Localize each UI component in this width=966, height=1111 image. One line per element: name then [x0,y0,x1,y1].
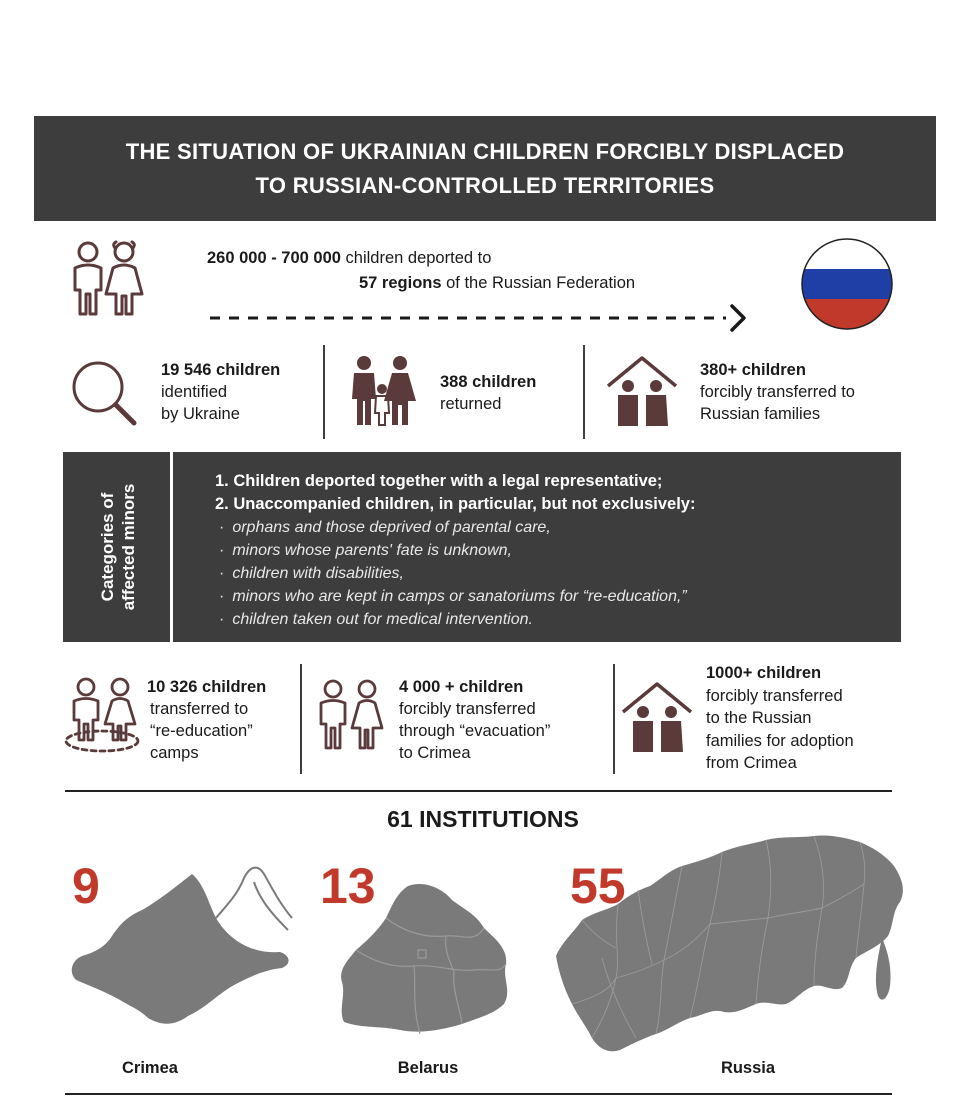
family-icon [348,355,420,427]
deported-count: 260 000 - 700 000 [207,249,341,267]
russian-families-count: 380+ children [700,361,806,379]
adoption-line-5: from Crimea [706,754,797,772]
crimea-label: Crimea [122,1059,178,1077]
magnifier-icon [68,357,140,429]
categories-heading-line-2: affected minors [119,483,138,611]
crimea-map-icon [66,860,302,1032]
adoption-line-4: families for adoption [706,731,854,750]
evacuation-line-4: to Crimea [399,744,471,762]
deported-count-suffix: children deported to [340,249,492,267]
category-main-item: 2. Unaccompanied children, in particular, but not exclusively: [215,495,696,513]
belarus-label: Belarus [397,1059,459,1077]
russia-label: Russia [720,1059,776,1077]
house-family-icon [604,352,680,428]
belarus-map-icon [334,878,520,1038]
returned-count: 388 children [440,373,537,391]
divider [583,345,585,439]
russian-families-stat [700,359,855,425]
russia-map-icon [552,828,912,1060]
categories-heading [97,484,139,611]
regions-count: 57 regions [359,274,442,292]
divider [300,664,302,774]
camps-line-4: camps [150,744,199,762]
identified-stat [161,359,280,425]
category-sub-item: · minors who are kept in camps or sanatoriums for “re-education,” [219,588,687,605]
category-sub-item: · children with disabilities, [219,565,404,582]
evacuation-count: 4 000 + children [399,678,524,696]
category-sub-item: · minors whose parents' fate is unknown, [219,542,512,559]
returned-stat [440,371,536,415]
category-sub-item: · children taken out for medical intervention. [219,611,533,628]
divider [323,345,325,439]
bottom-divider [65,1093,892,1095]
regions-text [359,274,635,293]
dashed-arrow-icon [208,302,753,334]
divider [613,664,615,774]
russian-families-line-2: forcibly transferred to [700,383,855,401]
camps-line-2: transferred to [150,700,249,718]
adoption-stat [706,662,854,775]
title-banner [34,116,936,221]
children-camp-icon [62,676,144,754]
categories-side-label [63,452,173,642]
category-main-item: 1. Children deported together with a legal representative; [215,472,663,490]
title-line-1: THE SITUATION OF UKRAINIAN CHILDREN FORCIBLY DISPLACED [125,138,845,164]
russia-count: 55 [570,858,626,914]
categories-list [215,470,695,631]
adoption-count: 1000+ children [706,664,822,682]
camps-line-3: “re-education” [150,722,253,740]
children-icon [66,238,148,320]
evacuation-line-2: forcibly transferred [399,700,536,718]
identified-count: 19 546 children [161,361,281,379]
category-sub-item: · orphans and those deprived of parental care, [219,519,551,536]
camps-count: 10 326 children [147,678,267,696]
categories-panel [63,452,901,642]
section-divider [65,790,892,792]
category-sub-text: minors whose parents' fate is unknown, [232,542,512,559]
title-line-2: TO RUSSIAN-CONTROLLED TERRITORIES [255,172,715,198]
camps-stat [147,676,266,764]
returned-line-2: returned [440,395,502,413]
category-sub-text: orphans and those deprived of parental care, [232,519,551,536]
crimea-count: 9 [72,858,100,914]
house-family-icon [618,678,696,754]
children-icon [313,678,391,752]
adoption-line-3: to the Russian [706,709,812,727]
categories-heading-line-1: Categories of [98,492,117,602]
evacuation-line-3: through “evacuation” [399,722,551,740]
deported-count-text [207,249,491,268]
regions-suffix: of the Russian Federation [441,274,636,292]
institutions-title: 61 INSTITUTIONS [387,806,579,832]
category-sub-text: children taken out for medical intervention. [232,611,533,628]
page-title [126,135,845,203]
russian-families-line-3: Russian families [700,405,821,423]
identified-line-3: by Ukraine [161,405,240,423]
belarus-count: 13 [320,858,376,914]
category-sub-text: minors who are kept in camps or sanatoriums for “re-education,” [232,588,687,605]
russia-flag-icon [800,237,894,331]
identified-line-2: identified [161,383,228,401]
evacuation-stat [399,676,550,764]
adoption-line-2: forcibly transferred [706,686,843,705]
category-sub-text: children with disabilities, [232,565,404,582]
